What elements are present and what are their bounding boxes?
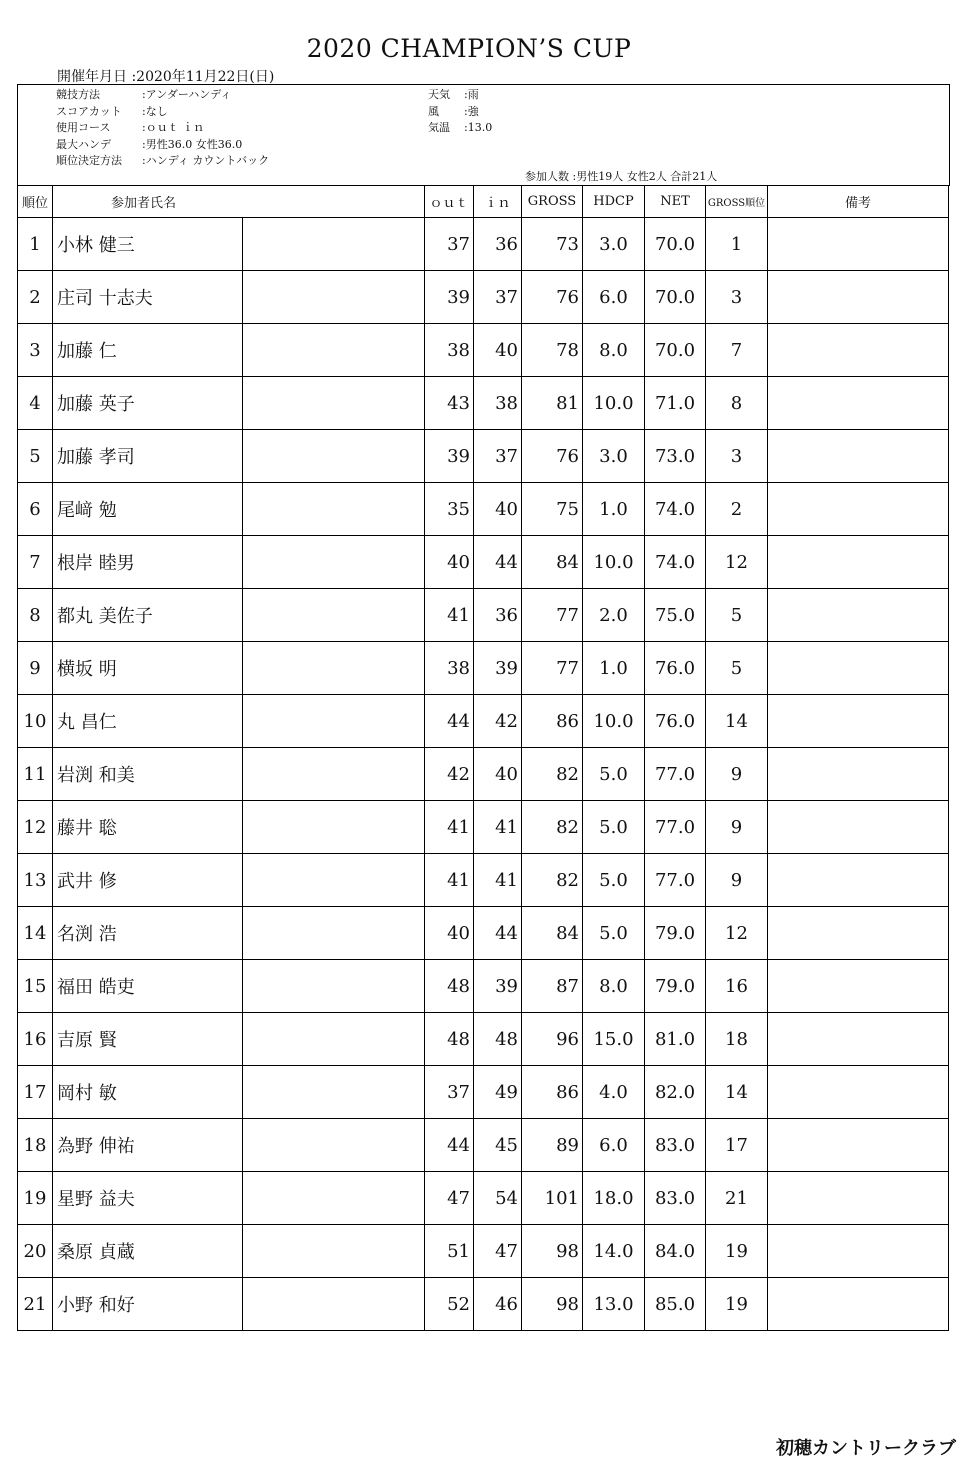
info-row (56, 104, 269, 121)
table-row (18, 1066, 949, 1119)
net-cell: 77.0 (645, 748, 706, 801)
info-value: :13.0 (464, 121, 493, 134)
out-cell: 48 (425, 1013, 474, 1066)
out-cell: 52 (425, 1278, 474, 1331)
net-cell: 77.0 (645, 854, 706, 907)
remarks-cell (768, 695, 949, 748)
rank-cell: 15 (18, 960, 53, 1013)
participant-count: 参加人数 :男性19人 女性2人 合計21人 (525, 170, 718, 183)
net-cell: 76.0 (645, 642, 706, 695)
info-value: :ハンディ カウントバック (142, 154, 270, 167)
out-cell: 48 (425, 960, 474, 1013)
out-cell: 38 (425, 324, 474, 377)
gross-cell: 98 (522, 1278, 583, 1331)
remarks-cell (768, 483, 949, 536)
gross-cell: 76 (522, 430, 583, 483)
out-cell: 43 (425, 377, 474, 430)
remarks-cell (768, 589, 949, 642)
table-row (18, 324, 949, 377)
gross-cell: 96 (522, 1013, 583, 1066)
gross-cell: 86 (522, 695, 583, 748)
out-cell: 51 (425, 1225, 474, 1278)
info-label: 気温 (428, 121, 450, 134)
in-cell: 46 (474, 1278, 522, 1331)
gross-cell: 77 (522, 589, 583, 642)
net-cell: 85.0 (645, 1278, 706, 1331)
name-cell: 庄司 十志夫 (53, 271, 243, 324)
info-label: 順位決定方法 (56, 154, 122, 167)
hdcp-cell: 5.0 (583, 801, 645, 854)
gross-rank-cell: 3 (706, 271, 768, 324)
rank-cell: 10 (18, 695, 53, 748)
net-cell: 79.0 (645, 907, 706, 960)
rank-cell: 21 (18, 1278, 53, 1331)
hdcp-cell: 5.0 (583, 854, 645, 907)
hdcp-cell: 13.0 (583, 1278, 645, 1331)
in-cell: 40 (474, 324, 522, 377)
out-cell: 41 (425, 854, 474, 907)
out-cell: 41 (425, 589, 474, 642)
rank-cell: 13 (18, 854, 53, 907)
header-remarks: 備考 (768, 186, 949, 218)
net-cell: 73.0 (645, 430, 706, 483)
rank-cell: 6 (18, 483, 53, 536)
club-name: 初穂カントリークラブ (776, 1438, 956, 1459)
table-row (18, 1013, 949, 1066)
gross-cell: 76 (522, 271, 583, 324)
rank-cell: 17 (18, 1066, 53, 1119)
rank-cell: 1 (18, 218, 53, 271)
gross-rank-cell: 21 (706, 1172, 768, 1225)
gross-rank-cell: 17 (706, 1119, 768, 1172)
out-cell: 40 (425, 907, 474, 960)
gross-rank-cell: 5 (706, 642, 768, 695)
in-cell: 37 (474, 271, 522, 324)
gross-cell: 101 (522, 1172, 583, 1225)
hdcp-cell: 8.0 (583, 960, 645, 1013)
gross-cell: 77 (522, 642, 583, 695)
info-right (428, 87, 492, 137)
name-cell: 藤井 聡 (53, 801, 243, 854)
gross-rank-cell: 14 (706, 695, 768, 748)
in-cell: 39 (474, 642, 522, 695)
in-cell: 41 (474, 801, 522, 854)
name-cell: 加藤 孝司 (53, 430, 243, 483)
hdcp-cell: 3.0 (583, 218, 645, 271)
rank-cell: 19 (18, 1172, 53, 1225)
hdcp-cell: 1.0 (583, 483, 645, 536)
info-row (428, 87, 492, 104)
gross-cell: 87 (522, 960, 583, 1013)
out-cell: 37 (425, 218, 474, 271)
gross-rank-cell: 18 (706, 1013, 768, 1066)
in-cell: 44 (474, 536, 522, 589)
info-label: 使用コース (56, 121, 111, 134)
hdcp-cell: 4.0 (583, 1066, 645, 1119)
table-row (18, 748, 949, 801)
header-gross: GROSS (522, 186, 583, 218)
gross-cell: 82 (522, 801, 583, 854)
remarks-cell (768, 907, 949, 960)
in-cell: 40 (474, 748, 522, 801)
rank-cell: 14 (18, 907, 53, 960)
info-row (428, 120, 492, 137)
hdcp-cell: 2.0 (583, 589, 645, 642)
out-cell: 47 (425, 1172, 474, 1225)
gross-rank-cell: 8 (706, 377, 768, 430)
net-cell: 84.0 (645, 1225, 706, 1278)
name-cell: 桑原 貞蔵 (53, 1225, 243, 1278)
remarks-cell (768, 642, 949, 695)
gross-cell: 78 (522, 324, 583, 377)
out-cell: 35 (425, 483, 474, 536)
name-cell: 加藤 英子 (53, 377, 243, 430)
blank-cell (243, 960, 425, 1013)
table-row (18, 483, 949, 536)
net-cell: 70.0 (645, 271, 706, 324)
out-cell: 38 (425, 642, 474, 695)
out-cell: 37 (425, 1066, 474, 1119)
gross-rank-cell: 3 (706, 430, 768, 483)
table-row (18, 642, 949, 695)
net-cell: 83.0 (645, 1119, 706, 1172)
remarks-cell (768, 801, 949, 854)
out-cell: 44 (425, 695, 474, 748)
table-row (18, 218, 949, 271)
blank-cell (243, 801, 425, 854)
hdcp-cell: 10.0 (583, 695, 645, 748)
in-cell: 48 (474, 1013, 522, 1066)
name-cell: 根岸 睦男 (53, 536, 243, 589)
gross-cell: 86 (522, 1066, 583, 1119)
blank-cell (243, 907, 425, 960)
table-row (18, 1119, 949, 1172)
gross-cell: 84 (522, 536, 583, 589)
hdcp-cell: 10.0 (583, 536, 645, 589)
rank-cell: 18 (18, 1119, 53, 1172)
info-row (56, 153, 269, 170)
out-cell: 40 (425, 536, 474, 589)
table-row (18, 1225, 949, 1278)
out-cell: 39 (425, 271, 474, 324)
blank-cell (243, 1013, 425, 1066)
header-rank: 順位 (18, 186, 53, 218)
header-name: 参加者氏名 (53, 186, 425, 218)
remarks-cell (768, 218, 949, 271)
remarks-cell (768, 748, 949, 801)
net-cell: 81.0 (645, 1013, 706, 1066)
table-row (18, 960, 949, 1013)
rank-cell: 2 (18, 271, 53, 324)
remarks-cell (768, 1066, 949, 1119)
gross-cell: 73 (522, 218, 583, 271)
net-cell: 70.0 (645, 324, 706, 377)
name-cell: 武井 修 (53, 854, 243, 907)
table-row (18, 854, 949, 907)
info-value: :なし (142, 104, 168, 118)
in-cell: 40 (474, 483, 522, 536)
net-cell: 82.0 (645, 1066, 706, 1119)
info-value: :男性36.0 女性36.0 (142, 137, 243, 151)
hdcp-cell: 5.0 (583, 748, 645, 801)
in-cell: 42 (474, 695, 522, 748)
hdcp-cell: 10.0 (583, 377, 645, 430)
remarks-cell (768, 271, 949, 324)
remarks-cell (768, 960, 949, 1013)
header-in: ｉｎ (474, 186, 522, 218)
remarks-cell (768, 1119, 949, 1172)
name-cell: 岡村 敏 (53, 1066, 243, 1119)
gross-cell: 81 (522, 377, 583, 430)
info-value: :ｏｕｔ ｉｎ (142, 121, 205, 134)
table-row (18, 1278, 949, 1331)
info-label: 風 (428, 104, 439, 118)
info-value: :アンダーハンディ (142, 88, 232, 101)
blank-cell (243, 324, 425, 377)
gross-rank-cell: 14 (706, 1066, 768, 1119)
info-value: :強 (464, 104, 479, 118)
table-row (18, 271, 949, 324)
table-row (18, 695, 949, 748)
rank-cell: 7 (18, 536, 53, 589)
gross-cell: 82 (522, 748, 583, 801)
gross-rank-cell: 12 (706, 536, 768, 589)
blank-cell (243, 1172, 425, 1225)
hdcp-cell: 18.0 (583, 1172, 645, 1225)
header-gross-rank: GROSS順位 (706, 186, 768, 218)
name-cell: 小林 健三 (53, 218, 243, 271)
name-cell: 都丸 美佐子 (53, 589, 243, 642)
gross-rank-cell: 19 (706, 1278, 768, 1331)
net-cell: 77.0 (645, 801, 706, 854)
name-cell: 小野 和好 (53, 1278, 243, 1331)
name-cell: 尾﨑 勉 (53, 483, 243, 536)
table-row (18, 589, 949, 642)
results-table (17, 185, 949, 1331)
info-label: スコアカット (56, 104, 122, 118)
remarks-cell (768, 324, 949, 377)
gross-rank-cell: 2 (706, 483, 768, 536)
out-cell: 41 (425, 801, 474, 854)
gross-cell: 98 (522, 1225, 583, 1278)
name-cell: 加藤 仁 (53, 324, 243, 377)
out-cell: 44 (425, 1119, 474, 1172)
table-row (18, 430, 949, 483)
gross-cell: 84 (522, 907, 583, 960)
rank-cell: 5 (18, 430, 53, 483)
info-label: 天気 (428, 88, 450, 101)
blank-cell (243, 1119, 425, 1172)
gross-rank-cell: 9 (706, 801, 768, 854)
gross-cell: 82 (522, 854, 583, 907)
net-cell: 75.0 (645, 589, 706, 642)
hdcp-cell: 8.0 (583, 324, 645, 377)
name-cell: 岩渕 和美 (53, 748, 243, 801)
net-cell: 76.0 (645, 695, 706, 748)
blank-cell (243, 748, 425, 801)
info-label: 最大ハンデ (56, 137, 111, 151)
name-cell: 星野 益夫 (53, 1172, 243, 1225)
info-row (56, 87, 269, 104)
header-row (18, 186, 949, 218)
blank-cell (243, 1225, 425, 1278)
in-cell: 45 (474, 1119, 522, 1172)
out-cell: 39 (425, 430, 474, 483)
blank-cell (243, 377, 425, 430)
gross-rank-cell: 9 (706, 748, 768, 801)
rank-cell: 20 (18, 1225, 53, 1278)
hdcp-cell: 14.0 (583, 1225, 645, 1278)
gross-rank-cell: 1 (706, 218, 768, 271)
header-out: ｏｕｔ (425, 186, 474, 218)
table-row (18, 907, 949, 960)
remarks-cell (768, 1172, 949, 1225)
remarks-cell (768, 1225, 949, 1278)
net-cell: 74.0 (645, 483, 706, 536)
rank-cell: 9 (18, 642, 53, 695)
rank-cell: 11 (18, 748, 53, 801)
rank-cell: 8 (18, 589, 53, 642)
info-label: 競技方法 (56, 88, 100, 101)
table-row (18, 801, 949, 854)
in-cell: 36 (474, 218, 522, 271)
name-cell: 為野 伸祐 (53, 1119, 243, 1172)
name-cell: 名渕 浩 (53, 907, 243, 960)
gross-rank-cell: 16 (706, 960, 768, 1013)
in-cell: 41 (474, 854, 522, 907)
hdcp-cell: 15.0 (583, 1013, 645, 1066)
in-cell: 54 (474, 1172, 522, 1225)
competition-info (17, 84, 950, 186)
net-cell: 71.0 (645, 377, 706, 430)
blank-cell (243, 854, 425, 907)
info-left (56, 87, 269, 170)
hdcp-cell: 5.0 (583, 907, 645, 960)
remarks-cell (768, 1278, 949, 1331)
table-row (18, 536, 949, 589)
gross-cell: 89 (522, 1119, 583, 1172)
remarks-cell (768, 536, 949, 589)
blank-cell (243, 642, 425, 695)
net-cell: 79.0 (645, 960, 706, 1013)
name-cell: 福田 皓吏 (53, 960, 243, 1013)
blank-cell (243, 695, 425, 748)
remarks-cell (768, 430, 949, 483)
remarks-cell (768, 854, 949, 907)
table-row (18, 377, 949, 430)
table-row (18, 1172, 949, 1225)
in-cell: 44 (474, 907, 522, 960)
in-cell: 39 (474, 960, 522, 1013)
hdcp-cell: 6.0 (583, 271, 645, 324)
rank-cell: 3 (18, 324, 53, 377)
remarks-cell (768, 1013, 949, 1066)
net-cell: 74.0 (645, 536, 706, 589)
name-cell: 吉原 賢 (53, 1013, 243, 1066)
blank-cell (243, 430, 425, 483)
gross-cell: 75 (522, 483, 583, 536)
event-date: 開催年月日 :2020年11月22日(日) (57, 69, 275, 85)
gross-rank-cell: 7 (706, 324, 768, 377)
net-cell: 83.0 (645, 1172, 706, 1225)
hdcp-cell: 3.0 (583, 430, 645, 483)
in-cell: 38 (474, 377, 522, 430)
blank-cell (243, 271, 425, 324)
blank-cell (243, 1278, 425, 1331)
blank-cell (243, 589, 425, 642)
in-cell: 37 (474, 430, 522, 483)
gross-rank-cell: 9 (706, 854, 768, 907)
info-row (56, 120, 269, 137)
name-cell: 横坂 明 (53, 642, 243, 695)
blank-cell (243, 483, 425, 536)
blank-cell (243, 1066, 425, 1119)
gross-rank-cell: 12 (706, 907, 768, 960)
rank-cell: 12 (18, 801, 53, 854)
info-value: :雨 (464, 88, 479, 101)
blank-cell (243, 218, 425, 271)
in-cell: 36 (474, 589, 522, 642)
hdcp-cell: 1.0 (583, 642, 645, 695)
remarks-cell (768, 377, 949, 430)
in-cell: 49 (474, 1066, 522, 1119)
header-net: NET (645, 186, 706, 218)
net-cell: 70.0 (645, 218, 706, 271)
rank-cell: 4 (18, 377, 53, 430)
header-hdcp: HDCP (583, 186, 645, 218)
rank-cell: 16 (18, 1013, 53, 1066)
info-row (56, 137, 269, 154)
name-cell: 丸 昌仁 (53, 695, 243, 748)
info-row (428, 104, 492, 121)
gross-rank-cell: 5 (706, 589, 768, 642)
in-cell: 47 (474, 1225, 522, 1278)
page-title: 2020 CHAMPION’S CUP (306, 34, 632, 63)
blank-cell (243, 536, 425, 589)
gross-rank-cell: 19 (706, 1225, 768, 1278)
out-cell: 42 (425, 748, 474, 801)
hdcp-cell: 6.0 (583, 1119, 645, 1172)
